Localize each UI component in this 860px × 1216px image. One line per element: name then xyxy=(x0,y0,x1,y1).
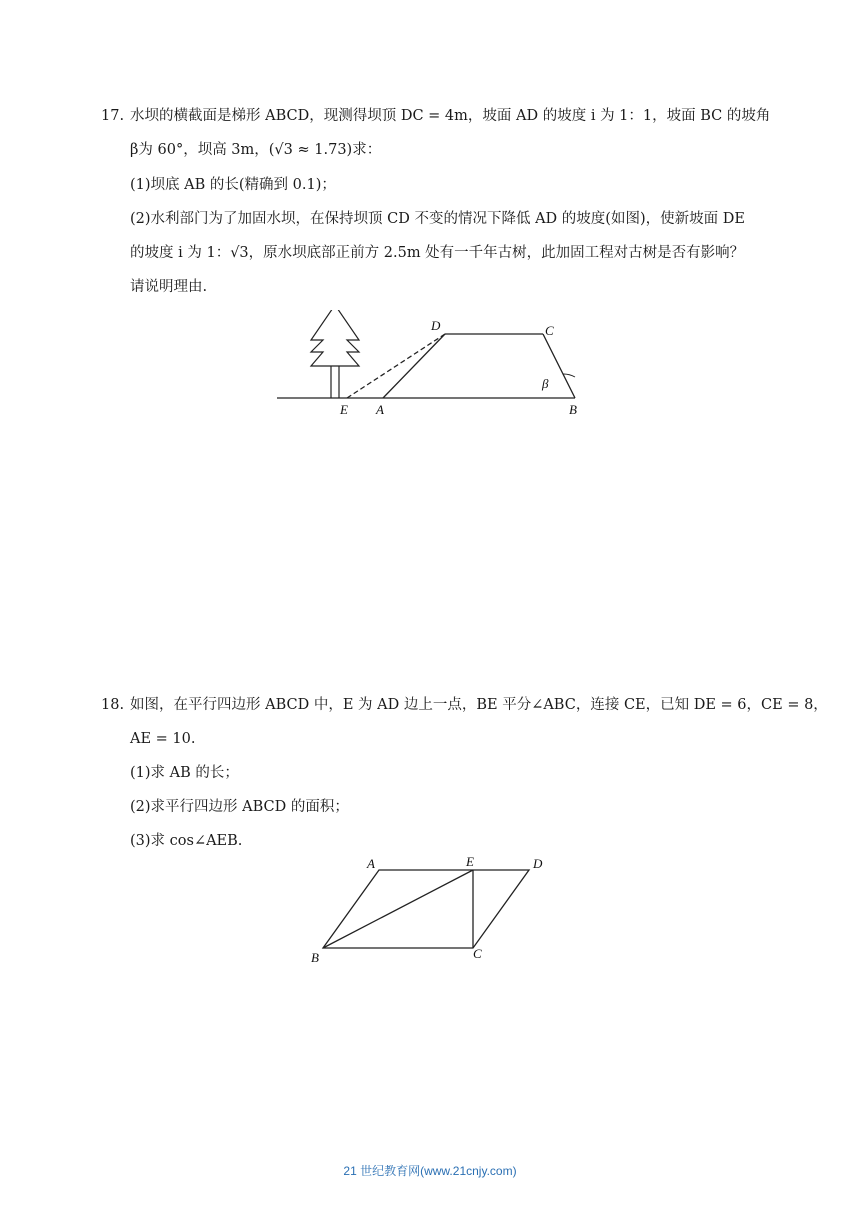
question-18-number: 18. xyxy=(101,697,125,713)
question-17-part-2: (2)水利部门为了加固水坝，在保持坝顶 CD 不变的情况下降低 AD 的坡度(如图)，使新坡面 DE xyxy=(130,211,745,227)
question-17-line-6: 请说明理由. xyxy=(130,279,208,295)
question-18-line-2: AE = 10. xyxy=(130,731,196,747)
label-A: A xyxy=(367,856,375,871)
label-D: D xyxy=(533,856,543,871)
segment-be xyxy=(323,870,473,948)
tree-icon xyxy=(311,310,359,398)
label-E: E xyxy=(340,402,348,417)
parallelogram-figure xyxy=(305,852,555,967)
question-17-number: 17. xyxy=(101,108,125,124)
label-D: D xyxy=(431,318,441,333)
label-beta: β xyxy=(542,376,549,391)
question-18-line-1: 如图，在平行四边形 ABCD 中，E 为 AD 边上一点，BE 平分∠ABC，连接 CE，已知 DE = 6，CE = 8， xyxy=(130,697,828,713)
question-17-part-1: (1)坝底 AB 的长(精确到 0.1)； xyxy=(130,177,336,193)
question-18-part-3: (3)求 cos∠AEB. xyxy=(130,833,243,849)
label-B: B xyxy=(311,950,319,965)
question-18-part-1: (1)求 AB 的长； xyxy=(130,765,239,781)
label-B: B xyxy=(569,402,577,417)
label-A: A xyxy=(376,402,384,417)
new-slope-de xyxy=(347,334,445,398)
label-C: C xyxy=(473,946,482,961)
footer-source[interactable]: 21 世纪教育网(www.21cnjy.com) xyxy=(343,1164,517,1178)
label-C: C xyxy=(545,323,554,338)
question-18-part-2: (2)求平行四边形 ABCD 的面积； xyxy=(130,799,349,815)
question-17-line-1: 水坝的横截面是梯形 ABCD，现测得坝顶 DC = 4m，坡面 AD 的坡度 i 为 1：1，坡面 BC 的坡角 xyxy=(130,108,771,124)
parallelogram-abcd xyxy=(323,870,529,948)
label-E: E xyxy=(466,854,474,869)
question-17-line-2: β为 60°，坝高 3m，(√3 ≈ 1.73)求： xyxy=(130,142,382,158)
question-17-line-5: 的坡度 i 为 1：√3，原水坝底部正前方 2.5m 处有一千年古树，此加固工程对古树是否有影响？ xyxy=(130,245,745,261)
dam-figure xyxy=(275,310,595,420)
